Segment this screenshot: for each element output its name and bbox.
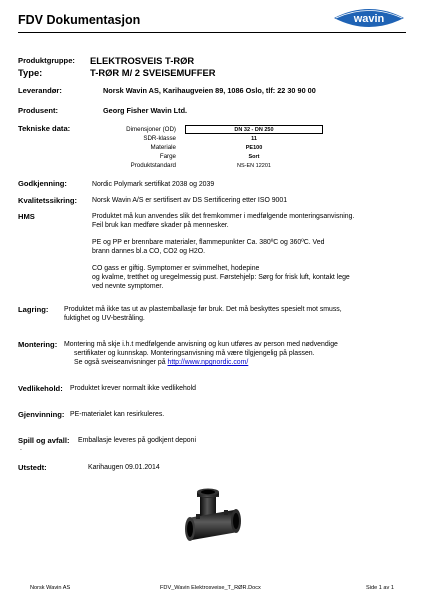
quality-label: Kvalitetssikring: [18,196,78,205]
issued-text: Karihaugen 09.01.2014 [88,464,160,471]
header-divider [18,32,406,33]
spec-label-dimensions: Dimensjoner (OD) [126,126,176,133]
hms-line-7: ved nevnte symptomer. [92,283,164,290]
hms-line-1: Produktet må kun anvendes slik det fremkommer i medfølgende monteringsanvisning. [92,213,355,220]
technical-data-label: Tekniske data: [18,124,71,133]
spec-value-standard: NS-EN 12201 [237,163,271,169]
type-value: T-RØR M/ 2 SVEISEMUFFER [90,67,216,78]
footer-filename: FDV_Wavin Elektrosveise_T_RØR.Docx [160,585,261,591]
mounting-label: Montering: [18,340,58,349]
footer-page-number: Side 1 av 1 [366,585,394,591]
maintenance-text: Produktet krever normalt ikke vedlikehold [70,385,197,392]
supplier-value: Norsk Wavin AS, Karihaugveien 89, 1086 Oslo, tlf: 22 30 90 00 [103,86,316,95]
wavin-logo [330,6,408,30]
waste-text: Emballasje leveres på godkjent deponi [78,437,196,444]
storage-label: Lagring: [18,305,49,314]
mounting-line-3 [74,358,248,367]
spec-label-standard: Produktstandard [130,162,176,169]
npgnordic-link[interactable]: http://www.npgnordic.com/ [167,359,249,366]
hms-line-2: Feil bruk kan medføre skader på mennesker. [92,222,229,229]
recycling-label: Gjenvinning: [18,410,65,419]
quality-text: Norsk Wavin A/S er sertifisert av DS Sertificering etter ISO 9001 [92,197,288,204]
mounting-line-3-text: Se også sveiseanvisninger på [74,359,166,366]
type-label: Type: [18,67,43,78]
page-title: FDV Dokumentasjon [18,13,141,27]
issued-label: Utstedt: [18,463,47,472]
supplier-label: Leverandør: [18,86,62,95]
storage-line-1: Produktet må ikke tas ut av plastemballasje før bruk. Det må beskyttes spesielt mot smuss, [64,306,342,313]
hms-line-3: PE og PP er brennbare materialer, flammepunkter Ca. 380ºC og 360ºC. Ved [92,239,325,246]
hms-line-6: og kvalme, tretthet og uregelmessig pust. Førstehjelp: Sørg for frisk luft, kontakt lege [92,274,350,281]
maintenance-label: Vedlikehold: [18,384,63,393]
producer-value: Georg Fisher Wavin Ltd. [103,106,188,115]
spec-label-material: Materiale [150,144,176,151]
spec-value-material: PE100 [245,145,263,151]
spec-label-color: Farge [159,153,176,160]
waste-dot: . [20,445,22,452]
hms-label: HMS [18,212,35,221]
recycling-text: PE-materialet kan resirkuleres. [70,411,165,418]
hms-line-5: CO gass er giftig. Symptomer er svimmelhet, hodepine [92,265,260,272]
spec-value-color: Sort [248,154,260,160]
footer-company: Norsk Wavin AS [30,585,71,591]
producer-label: Produsent: [18,106,59,115]
approval-label: Godkjenning: [18,179,67,188]
spec-label-sdr: SDR-klasse [143,135,176,142]
approval-text: Nordic Polymark sertifikat 2038 og 2039 [92,181,215,188]
product-group-label: Produktgruppe: [18,56,75,65]
storage-line-2: fuktighet og UV-bestråling. [64,315,145,322]
logo-text: wavin [353,13,385,25]
t-pipe-product-image [178,488,250,550]
mounting-line-2: sertifikater og kunnskap. Monteringsanvisning må være tilgjengelig på plassen. [74,350,315,357]
hms-line-4: brann dannes bl.a CO, CO2 og H2O. [92,248,205,255]
product-group-value: ELEKTROSVEIS T-RØR [90,55,195,66]
mounting-line-1: Montering må skje i.h.t medfølgende anvisning og kun utføres av person med nødvendige [64,341,338,348]
spec-value-dimensions: DN 32 - DN 250 [185,125,323,134]
waste-label: Spill og avfall: [18,436,70,445]
spec-value-sdr: 11 [251,136,257,142]
